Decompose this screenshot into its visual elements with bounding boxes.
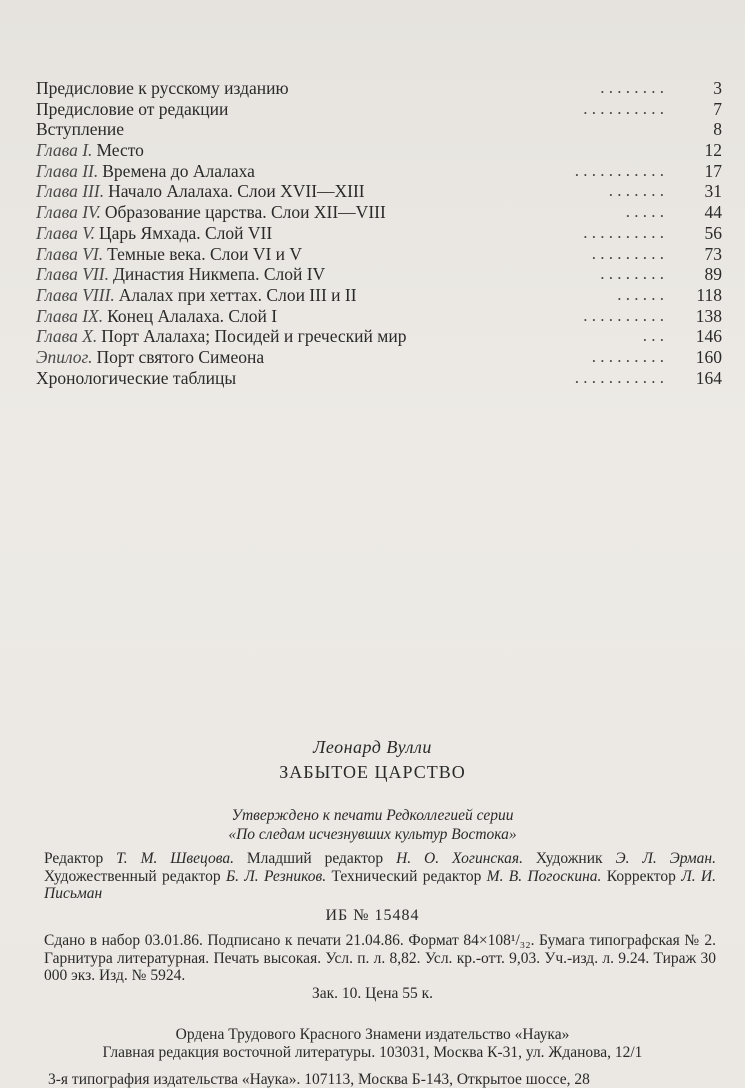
toc-dot-leader: . . . . . . . . .: [591, 346, 664, 366]
author-name: Леонард Вулли: [313, 737, 432, 757]
typography-info: 3-я типография издательства «Наука». 107113, Москва Б-143, Открытое шоссе, 28: [48, 1071, 590, 1088]
toc-entry: [36, 264, 722, 285]
credit-person: Л. И. Письман: [44, 867, 716, 903]
toc-chapter-label: Глава II.: [36, 160, 99, 181]
approval-note: [0, 806, 745, 844]
toc-chapter-label: Эпилог.: [36, 346, 93, 367]
toc-page-number: 146: [695, 326, 722, 347]
credit-role: Редактор: [44, 850, 117, 867]
book-title: ЗАБЫТОЕ ЦАРСТВО: [279, 762, 466, 782]
toc-entry: [36, 306, 722, 327]
toc-page-number: 160: [695, 346, 722, 367]
toc-chapter-label: Глава IV.: [36, 202, 101, 223]
toc-dot-leader: . . . . . . . .: [600, 78, 664, 97]
credit-role: Технический редактор: [326, 867, 487, 885]
credit-person: Т. М. Швецова.: [116, 850, 234, 867]
toc-entry-title: [36, 285, 357, 306]
toc-page-number: 8: [713, 119, 722, 140]
toc-entry-title: [36, 326, 406, 347]
toc-chapter-label: Глава VII.: [36, 264, 109, 285]
toc-page-number: 56: [704, 222, 722, 243]
toc-chapter-label: Глава VIII.: [36, 284, 115, 305]
toc-entry-title: [36, 223, 272, 244]
toc-entry-title: [36, 140, 144, 161]
toc-entry-title: [36, 244, 302, 265]
toc-entry: [36, 368, 722, 389]
toc-page-number: 7: [713, 98, 722, 119]
toc-title-text: Место: [96, 140, 144, 161]
publisher-info: [0, 1026, 745, 1061]
editors-credits: [44, 850, 716, 903]
toc-dot-leader: . . . . . .: [617, 284, 664, 304]
toc-title-text: Предисловие к русскому изданию: [36, 78, 289, 98]
toc-title-text: Порт святого Симеона: [96, 346, 265, 367]
toc-entry-title: [36, 347, 264, 368]
approval-line-1: Утверждено к печати Редколлегией серии: [231, 807, 514, 824]
toc-entry-title: [36, 368, 236, 389]
toc-chapter-label: Глава V.: [36, 222, 96, 243]
toc-dot-leader: . . . . . . . . . . .: [574, 160, 664, 180]
toc-entry: [36, 119, 722, 140]
toc-entry-title: [36, 202, 386, 223]
toc-entry-title: [36, 119, 124, 140]
toc-entry-title: [36, 78, 289, 99]
toc-dot-leader: . . . . . . . . . .: [583, 305, 664, 325]
toc-title-text: Династия Никмепа. Слой IV: [112, 264, 326, 285]
toc-entry-title: [36, 181, 365, 202]
publisher-line-1: Ордена Трудового Красного Знамени издательство «Наука»: [175, 1026, 570, 1043]
toc-page-number: 17: [704, 160, 722, 181]
credit-role: Художественный редактор: [44, 867, 226, 885]
toc-entry: [36, 181, 722, 202]
credit-role: Младший редактор: [233, 850, 397, 867]
toc-dot-leader: . . .: [642, 326, 664, 346]
toc-dot-leader: . . . . . . . . . . .: [574, 367, 664, 387]
toc-dot-leader: . . . . . . .: [608, 181, 664, 201]
toc-chapter-label: Глава IX.: [36, 305, 104, 326]
toc-entry-title: [36, 161, 255, 182]
toc-title-text: Вступление: [36, 119, 124, 140]
toc-entry-title: [36, 306, 277, 327]
toc-title-text: Конец Алалаха. Слой I: [107, 305, 278, 326]
toc-page-number: 3: [713, 78, 722, 98]
credit-role: Художник: [522, 850, 616, 867]
credit-person: Э. Л. Эрман.: [615, 850, 716, 867]
toc-page-number: 89: [704, 264, 722, 285]
toc-title-text: Предисловие от редакции: [36, 98, 229, 119]
toc-title-text: Хронологические таблицы: [36, 367, 237, 388]
toc-page-number: 73: [704, 243, 722, 264]
approval-line-2: «По следам исчезнувших культур Востока»: [228, 826, 517, 843]
toc-chapter-label: Глава VI.: [36, 243, 104, 264]
toc-title-text: Начало Алалаха. Слои XVII—XIII: [108, 181, 365, 202]
credit-role: Корректор: [601, 867, 682, 885]
toc-title-text: Образование царства. Слои XII—VIII: [104, 202, 386, 223]
credit-person: Б. Л. Резников.: [225, 867, 327, 885]
toc-title-text: Темные века. Слои VI и V: [107, 243, 303, 264]
toc-dot-leader: . . . . . . . . . .: [583, 222, 664, 242]
toc-chapter-label: Глава X.: [36, 326, 98, 347]
toc-page-number: 12: [704, 140, 722, 161]
toc-page-number: 31: [704, 181, 722, 202]
credit-person: М. В. Погоскина.: [486, 867, 602, 885]
toc-title-text: Времена до Алалаха: [102, 160, 255, 181]
toc-dot-leader: . . . . . . . .: [600, 264, 664, 284]
toc-page-number: 44: [704, 202, 722, 223]
toc-entry: [36, 161, 722, 182]
toc-title-text: Царь Ямхада. Слой VII: [99, 222, 273, 243]
toc-page-number: 118: [696, 284, 722, 305]
toc-entry: [36, 347, 722, 368]
ib-number: ИБ № 15484: [325, 907, 420, 924]
toc-entry: [36, 202, 722, 223]
toc-title-text: Алалах при хеттах. Слои III и II: [118, 284, 357, 305]
toc-entry: [36, 99, 722, 120]
toc-chapter-label: Глава I.: [36, 140, 93, 161]
toc-page-number: 138: [695, 305, 722, 326]
toc-title-text: Порт Алалаха; Посидей и греческий мир: [101, 326, 407, 347]
toc-entry: [36, 285, 722, 306]
toc-chapter-label: Глава III.: [36, 181, 105, 202]
toc-entry-title: [36, 264, 325, 285]
credit-person: Н. О. Хогинская.: [396, 850, 523, 867]
toc-entry: [36, 326, 722, 347]
toc-entry: [36, 244, 722, 265]
toc-entry: [36, 78, 722, 99]
print-details: Сдано в набор 03.01.86. Подписано к печати 21.04.86. Формат 84×108¹/₃₂. Бумага типографская № 2. Гарнитура литературная. Печать высокая. Усл. п. л. 8,82. Усл. кр.-отт. 9,03. Уч.-изд. л. 9.24. Тираж 30 000 экз. Изд. № 5924.: [44, 932, 716, 985]
toc-dot-leader: . . . . . . . . . .: [583, 98, 664, 118]
toc-dot-leader: . . . . .: [625, 202, 664, 222]
toc-page-number: 164: [695, 367, 722, 388]
order-price: Зак. 10. Цена 55 к.: [311, 985, 434, 1002]
toc-entry: [36, 223, 722, 244]
toc-dot-leader: . . . . . . . . .: [591, 243, 664, 263]
toc-entry: [36, 140, 722, 161]
toc-entry-title: [36, 99, 228, 120]
table-of-contents: [36, 78, 722, 388]
publisher-line-2: Главная редакция восточной литературы. 103031, Москва К-31, ул. Жданова, 12/1: [102, 1043, 643, 1061]
